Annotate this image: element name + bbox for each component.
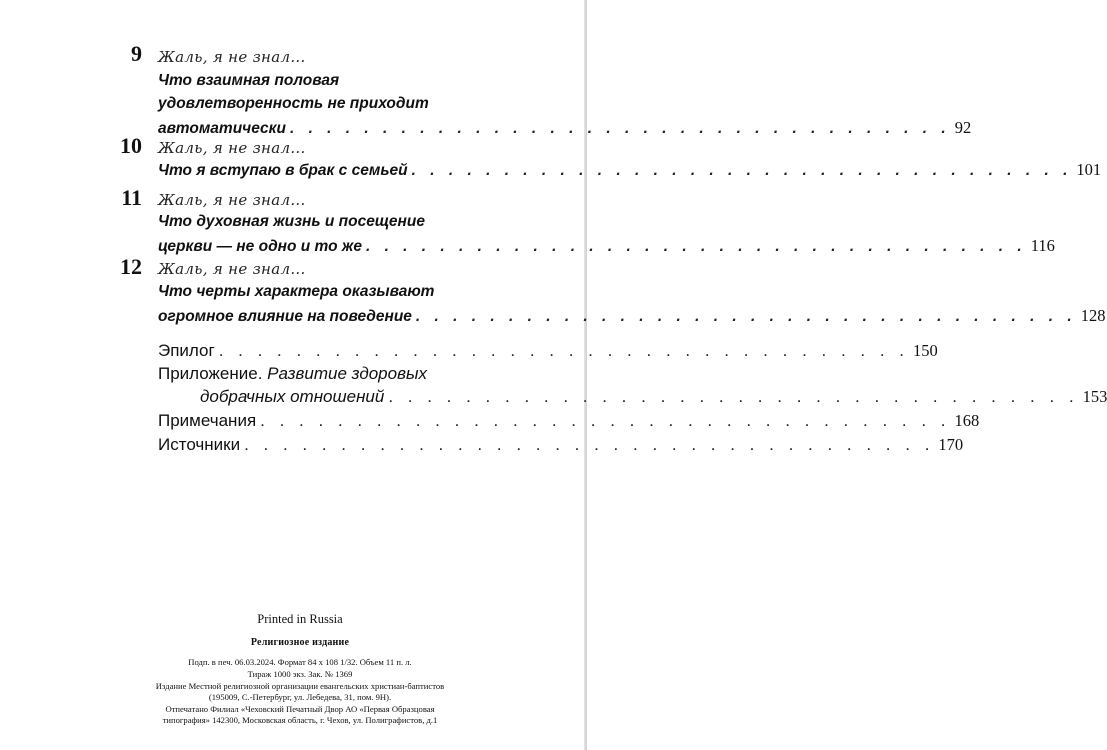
chapter-title-text: Что черты характера оказывают [158,283,435,300]
page-number: 92 [954,118,972,137]
appendix-label-plain: Приложение. [158,364,263,383]
dot-leader: . . . . . . . . . . . . . . . . . . . . . . . . . . . . . . . . . . . . [218,341,910,360]
imprint-line: (195009, С.-Петербург, ул. Лебедева, 31, пом. 9Н). [208,692,392,702]
appendix-label-italic: Развитие здоровых [267,364,427,383]
page-number: 128 [1080,306,1106,325]
page-number: 150 [913,341,938,360]
chapter-script-heading: Жаль, я не знал... [158,139,306,157]
page-number: 153 [1082,387,1107,406]
toc-appendix [158,362,476,386]
toc-epilogue [158,339,938,363]
chapter-number: 11 [121,185,142,210]
toc-entry-label: добрачных отношений [200,387,385,406]
chapter-title-text: Что взаимная половая [158,72,340,89]
dot-leader: . . . . . . . . . . . . . . . . . . . . . . . . . . . . . . . . . . . . [411,162,1073,179]
chapter-number: 9 [131,41,142,66]
chapter-title-line [158,280,476,304]
imprint-line: Тираж 1000 экз. Зак. № 1369 [247,669,353,679]
imprint-line: Подп. в печ. 06.03.2024. Формат 84 x 108 1/32. Объем 11 п. л. [188,657,412,667]
chapter-title-line [158,210,476,234]
chapter-script-heading: Жаль, я не знал... [158,48,306,66]
chapter-title-line [158,92,476,116]
toc-sources [158,433,964,457]
toc-appendix-continued [158,385,1107,409]
chapter-number: 12 [120,254,142,279]
imprint-line: типография» 142300, Московская область, г. Чехов, ул. Полиграфистов, д.1 [162,715,438,725]
chapter-title-line [158,304,1106,329]
chapter-title-text: Что я вступаю в брак с семьей [158,162,408,179]
chapter-title-text: Что духовная жизнь и посещение [158,213,425,230]
toc-notes [158,409,980,433]
dot-leader: . . . . . . . . . . . . . . . . . . . . . . . . . . . . . . . . . . . . [388,387,1079,406]
toc-entry-label: Источники [158,435,241,454]
page-number: 170 [938,435,964,454]
chapter-script-heading: Жаль, я не знал... [158,260,306,278]
dot-leader: . . . . . . . . . . . . . . . . . . . . . . . . . . . . . . . . . . . . [289,120,951,137]
chapter-title-text: автоматически [158,120,286,137]
page-number: 101 [1076,160,1102,179]
chapter-title-text: церкви — не одно и то же [158,238,362,255]
toc-entry-label [158,362,427,386]
page-number: 116 [1030,236,1055,255]
dot-leader: . . . . . . . . . . . . . . . . . . . . . . . . . . . . . . . . . . . . [260,411,951,430]
toc-entry-label: Эпилог [158,341,215,360]
chapter-title-text: удовлетворенность не приходит [158,95,429,112]
dot-leader: . . . . . . . . . . . . . . . . . . . . . . . . . . . . . . . . . . . . [365,238,1027,255]
chapter-title-line [158,234,1055,259]
chapter-title-line [158,69,476,93]
imprint-line: Отпечатано Филиал «Чеховский Печатный Двор АО «Первая Образцовая [165,704,435,714]
printed-in-russia: Printed in Russia [257,612,343,626]
dot-leader: . . . . . . . . . . . . . . . . . . . . . . . . . . . . . . . . . . . . [415,308,1077,325]
page-number: 168 [954,411,980,430]
chapter-number: 10 [120,133,142,158]
toc-entry-label: Примечания [158,411,257,430]
chapter-title-text: огромное влияние на поведение [158,308,412,325]
chapter-title-line [158,158,1102,183]
dot-leader: . . . . . . . . . . . . . . . . . . . . . . . . . . . . . . . . . . . . [244,435,935,454]
chapter-script-heading: Жаль, я не знал... [158,191,306,209]
religious-edition-label: Религиозное издание [250,637,350,648]
imprint-line: Издание Местной религиозной организации евангельских христиан-баптистов [155,681,445,691]
